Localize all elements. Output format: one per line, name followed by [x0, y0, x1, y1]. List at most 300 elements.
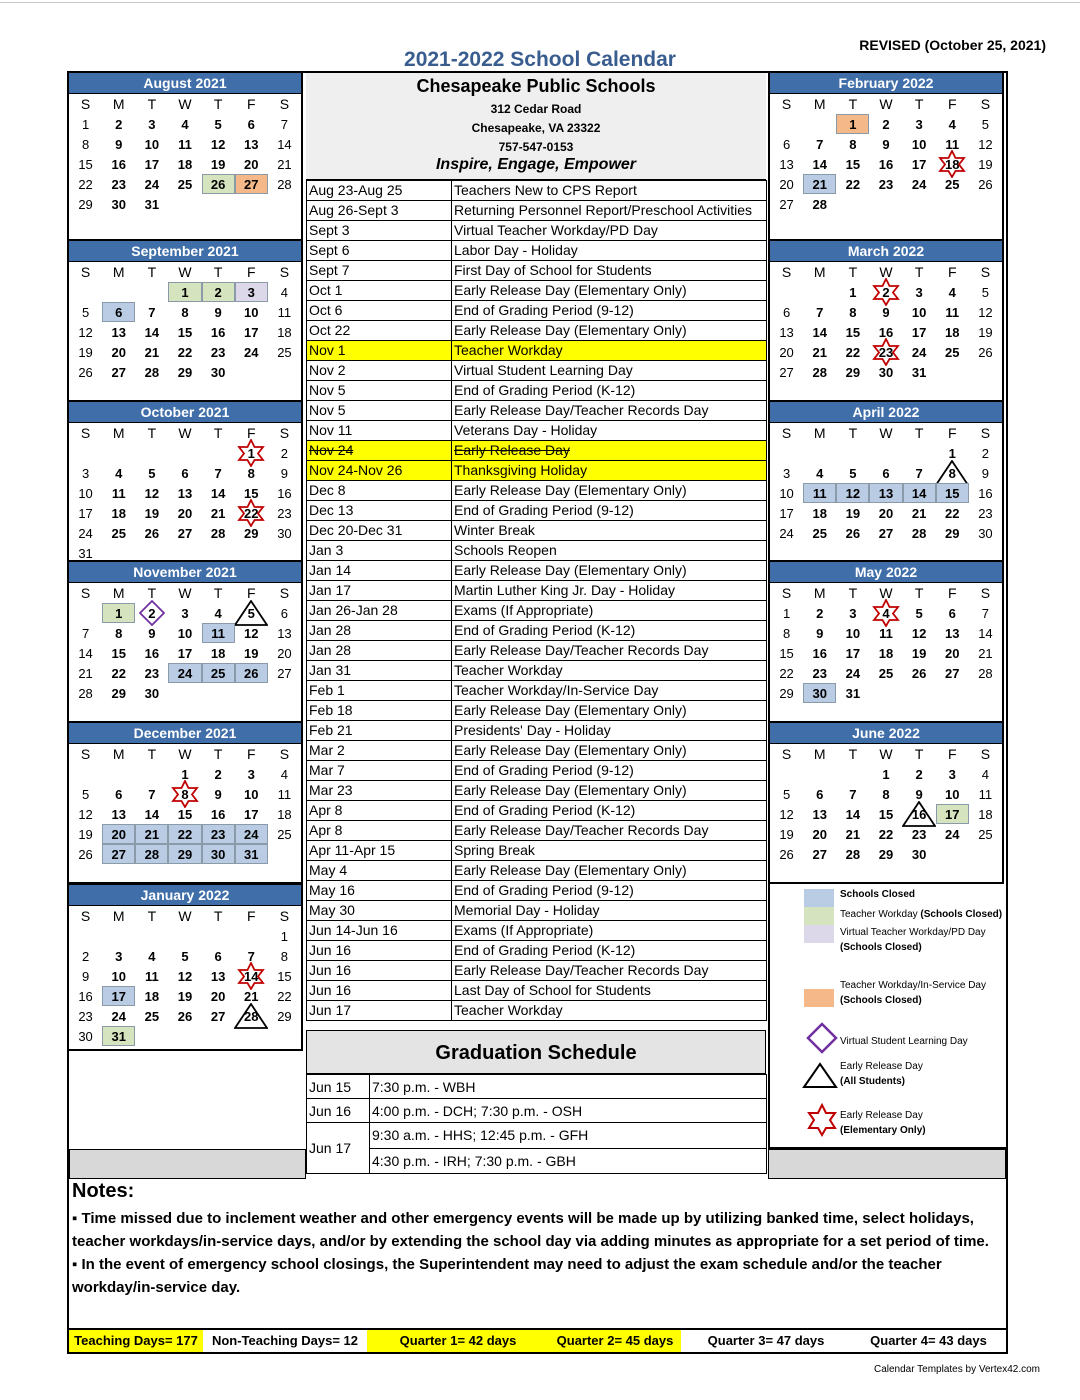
empty-cell	[202, 926, 235, 946]
day-number: 9	[981, 465, 990, 481]
day-number: 14	[78, 645, 93, 661]
day-cell	[803, 683, 836, 703]
graduation-row	[307, 1123, 767, 1149]
weekday-label: F	[246, 908, 256, 924]
school-address: 312 Cedar Road	[490, 102, 582, 116]
day-number: 12	[978, 136, 993, 152]
day-number: 18	[878, 645, 894, 661]
day-number: 23	[78, 1008, 93, 1024]
month-grid	[69, 262, 301, 382]
empty-cell	[102, 282, 135, 302]
quarter-2: Quarter 2= 45 days	[549, 1330, 681, 1352]
day-cell	[102, 1006, 135, 1026]
day-cell	[69, 824, 102, 844]
day-number: 1	[115, 605, 123, 621]
day-number: 28	[244, 1008, 259, 1024]
day-cell	[268, 154, 301, 174]
day-number: 26	[244, 665, 259, 681]
day-number: 13	[111, 806, 126, 822]
graduation-times: 7:30 p.m. - WBH	[370, 1075, 767, 1099]
day-number: 10	[78, 485, 93, 501]
month-january-2022	[67, 883, 303, 1051]
day-cell	[969, 154, 1002, 174]
weekday-label: W	[879, 425, 893, 441]
day-number: 17	[144, 156, 160, 172]
non-teaching-days: Non-Teaching Days= 12	[211, 1333, 359, 1348]
event-description: Schools Reopen	[452, 541, 767, 561]
day-cell	[202, 784, 235, 804]
day-number: 2	[882, 116, 890, 132]
event-description: Spring Break	[452, 841, 767, 861]
day-cell	[102, 844, 135, 864]
day-cell	[168, 603, 201, 623]
event-row	[307, 981, 767, 1001]
week-row	[69, 134, 301, 154]
day-number: 19	[78, 826, 93, 842]
day-cell	[936, 342, 969, 362]
weekday-label: F	[947, 585, 957, 601]
month-grid	[69, 94, 301, 214]
right-grey-bar	[768, 1149, 1006, 1179]
day-cell	[135, 683, 168, 703]
weekday-label: S	[980, 425, 991, 441]
day-number: 24	[244, 344, 259, 360]
day-cell	[803, 623, 836, 643]
day-number: 28	[812, 196, 827, 212]
day-number: 9	[915, 786, 923, 802]
event-description: Early Release Day (Elementary Only)	[452, 321, 767, 341]
day-number: 15	[111, 645, 126, 661]
event-row	[307, 321, 767, 341]
day-cell	[168, 663, 201, 683]
day-cell	[235, 322, 268, 342]
day-cell	[102, 174, 135, 194]
triangle-icon	[802, 1061, 838, 1089]
day-cell	[102, 663, 135, 683]
month-november-2021	[67, 560, 303, 723]
day-number: 19	[177, 988, 193, 1004]
event-row	[307, 681, 767, 701]
week-row	[69, 623, 301, 643]
day-number: 1	[280, 928, 289, 944]
week-row	[69, 663, 301, 683]
empty-cell	[936, 844, 969, 864]
day-cell	[869, 362, 902, 382]
legend-early-release-elem-label: Early Release Day (Elementary Only)	[840, 1110, 926, 1136]
day-cell	[135, 663, 168, 683]
day-cell	[102, 134, 135, 154]
day-number: 31	[845, 685, 861, 701]
empty-cell	[235, 683, 268, 703]
day-number: 17	[177, 645, 193, 661]
month-title: March 2022	[770, 241, 1002, 262]
day-cell	[69, 966, 102, 986]
day-number: 12	[911, 625, 927, 641]
day-number: 17	[945, 806, 960, 822]
day-number: 19	[978, 324, 993, 340]
day-cell	[836, 174, 869, 194]
event-date: Feb 1	[307, 681, 452, 701]
day-cell	[969, 824, 1002, 844]
month-title: October 2021	[69, 402, 301, 423]
day-number: 25	[177, 176, 193, 192]
weekday-label: T	[147, 425, 157, 441]
day-cell	[803, 603, 836, 623]
day-number: 15	[878, 806, 894, 822]
day-cell	[969, 134, 1002, 154]
empty-cell	[803, 764, 836, 784]
weekday-label: M	[112, 264, 125, 280]
empty-cell	[168, 194, 201, 214]
day-cell	[102, 302, 135, 322]
day-cell	[836, 302, 869, 322]
empty-cell	[969, 683, 1002, 703]
left-grey-bar	[69, 1149, 306, 1179]
day-cell	[235, 986, 268, 1006]
event-date: Jun 16	[307, 961, 452, 981]
legend-closed-label: Schools Closed	[840, 889, 916, 900]
event-description: Memorial Day - Holiday	[452, 901, 767, 921]
week-row	[770, 623, 1002, 643]
day-number: 19	[978, 156, 993, 172]
day-number: 31	[244, 846, 259, 862]
day-number: 28	[78, 685, 93, 701]
events-panel	[306, 73, 766, 1021]
event-description: Labor Day - Holiday	[452, 241, 767, 261]
day-cell	[836, 523, 869, 543]
day-cell	[936, 643, 969, 663]
day-cell	[936, 503, 969, 523]
graduation-row	[307, 1099, 767, 1123]
event-description: Teacher Workday	[452, 341, 767, 361]
day-cell	[135, 966, 168, 986]
event-description: Last Day of School for Students	[452, 981, 767, 1001]
day-cell	[268, 804, 301, 824]
event-description: Thanksgiving Holiday	[452, 461, 767, 481]
day-cell	[69, 946, 102, 966]
day-cell	[268, 503, 301, 523]
day-cell	[168, 764, 201, 784]
day-number: 28	[978, 665, 993, 681]
event-date: Nov 1	[307, 341, 452, 361]
event-row	[307, 1001, 767, 1021]
day-cell	[268, 174, 301, 194]
empty-cell	[168, 683, 201, 703]
day-number: 26	[845, 525, 861, 541]
day-number: 25	[277, 826, 292, 842]
day-cell	[869, 784, 902, 804]
day-cell	[102, 154, 135, 174]
day-cell	[268, 926, 301, 946]
day-number: 17	[244, 806, 259, 822]
weekday-label: T	[147, 908, 157, 924]
day-cell	[102, 342, 135, 362]
day-number: 29	[277, 1008, 292, 1024]
day-number: 15	[945, 485, 960, 501]
event-description: Early Release Day	[452, 441, 767, 461]
day-cell	[135, 134, 168, 154]
day-number: 17	[111, 988, 126, 1004]
week-row	[770, 174, 1002, 194]
day-number: 14	[812, 156, 827, 172]
empty-cell	[869, 194, 902, 214]
day-cell	[135, 463, 168, 483]
empty-cell	[235, 362, 268, 382]
month-june-2022	[768, 721, 1004, 884]
day-number: 5	[247, 605, 255, 621]
weekday-label: M	[813, 746, 826, 762]
day-cell	[168, 322, 201, 342]
week-row	[69, 603, 301, 623]
week-row	[69, 966, 301, 986]
day-number: 23	[277, 505, 292, 521]
event-description: Presidents' Day - Holiday	[452, 721, 767, 741]
day-cell	[770, 174, 803, 194]
day-number: 4	[280, 284, 289, 300]
day-cell	[936, 764, 969, 784]
quarter-4: Quarter 4= 43 days	[870, 1333, 987, 1348]
day-number: 24	[845, 665, 861, 681]
day-number: 18	[111, 505, 126, 521]
day-cell	[69, 154, 102, 174]
weekday-label: S	[781, 96, 792, 112]
day-number: 14	[911, 485, 927, 501]
event-date: May 30	[307, 901, 452, 921]
weekday-label: S	[80, 96, 91, 112]
day-cell	[903, 603, 936, 623]
day-number: 15	[845, 324, 861, 340]
day-cell	[202, 282, 235, 302]
empty-cell	[235, 926, 268, 946]
school-motto: Inspire, Engage, Empower	[435, 156, 637, 173]
event-date: Apr 8	[307, 821, 452, 841]
day-number: 2	[981, 445, 990, 461]
day-cell	[235, 114, 268, 134]
weekday-label: T	[848, 425, 858, 441]
empty-cell	[268, 194, 301, 214]
day-cell	[235, 804, 268, 824]
empty-cell	[202, 683, 235, 703]
month-title: February 2022	[770, 73, 1002, 94]
day-number: 17	[78, 505, 93, 521]
event-description: Teacher Workday	[452, 661, 767, 681]
event-row	[307, 961, 767, 981]
event-row	[307, 341, 767, 361]
day-number: 29	[878, 846, 894, 862]
day-number: 12	[845, 485, 861, 501]
star-icon	[806, 1103, 838, 1137]
week-row	[770, 443, 1002, 463]
event-date: Jan 17	[307, 581, 452, 601]
day-cell	[268, 463, 301, 483]
day-cell	[869, 764, 902, 784]
event-description: Early Release Day/Teacher Records Day	[452, 821, 767, 841]
day-cell	[903, 503, 936, 523]
weekday-label: T	[213, 425, 223, 441]
day-number: 18	[210, 645, 226, 661]
day-cell	[135, 986, 168, 1006]
week-row	[770, 844, 1002, 864]
day-cell	[869, 114, 902, 134]
day-cell	[235, 134, 268, 154]
day-number: 20	[210, 988, 226, 1004]
event-date: Jan 26-Jan 28	[307, 601, 452, 621]
event-date: Mar 2	[307, 741, 452, 761]
day-number: 30	[78, 1028, 93, 1044]
day-cell	[202, 154, 235, 174]
day-number: 5	[214, 116, 222, 132]
day-number: 15	[845, 156, 861, 172]
event-date: Nov 11	[307, 421, 452, 441]
weekday-label: S	[980, 585, 991, 601]
day-cell	[69, 1006, 102, 1026]
day-cell	[235, 443, 268, 463]
day-number: 21	[911, 505, 927, 521]
day-cell	[969, 174, 1002, 194]
day-cell	[869, 623, 902, 643]
day-number: 23	[210, 344, 226, 360]
day-number: 26	[210, 176, 226, 192]
day-cell	[135, 503, 168, 523]
event-date: Aug 26-Sept 3	[307, 201, 452, 221]
day-cell	[135, 362, 168, 382]
day-number: 5	[981, 284, 990, 300]
weekday-label: T	[848, 264, 858, 280]
day-number: 19	[911, 645, 927, 661]
day-cell	[168, 946, 201, 966]
event-row	[307, 261, 767, 281]
day-cell	[969, 663, 1002, 683]
day-cell	[936, 463, 969, 483]
day-cell	[168, 824, 201, 844]
empty-cell	[936, 194, 969, 214]
event-date: Dec 8	[307, 481, 452, 501]
day-number: 16	[144, 645, 160, 661]
month-title: January 2022	[69, 885, 301, 906]
day-number: 8	[181, 304, 189, 320]
day-cell	[69, 643, 102, 663]
day-number: 31	[144, 196, 160, 212]
empty-cell	[135, 1026, 168, 1046]
day-cell	[202, 302, 235, 322]
day-cell	[268, 302, 301, 322]
day-number: 14	[978, 625, 993, 641]
day-number: 3	[81, 465, 90, 481]
day-number: 4	[816, 465, 824, 481]
day-number: 14	[144, 806, 160, 822]
day-cell	[836, 603, 869, 623]
event-description: Exams (If Appropriate)	[452, 921, 767, 941]
day-cell	[770, 603, 803, 623]
day-number: 7	[816, 136, 824, 152]
day-cell	[202, 503, 235, 523]
empty-cell	[869, 683, 902, 703]
legend-closed-swatch	[804, 889, 834, 907]
day-cell	[969, 282, 1002, 302]
day-number: 10	[845, 625, 861, 641]
day-cell	[69, 663, 102, 683]
event-date: Feb 18	[307, 701, 452, 721]
weekday-label: F	[947, 96, 957, 112]
day-cell	[235, 154, 268, 174]
day-cell	[803, 362, 836, 382]
day-number: 22	[177, 826, 193, 842]
day-cell	[836, 362, 869, 382]
day-cell	[770, 643, 803, 663]
day-number: 12	[177, 968, 193, 984]
weekday-label: T	[147, 746, 157, 762]
day-cell	[803, 844, 836, 864]
day-cell	[168, 804, 201, 824]
event-date: Apr 11-Apr 15	[307, 841, 452, 861]
weekday-row	[770, 744, 1002, 764]
day-number: 15	[177, 324, 193, 340]
month-grid	[69, 744, 301, 864]
day-number: 10	[244, 786, 259, 802]
day-cell	[803, 174, 836, 194]
day-number: 26	[978, 176, 993, 192]
day-cell	[135, 623, 168, 643]
day-number: 29	[845, 364, 861, 380]
event-row	[307, 881, 767, 901]
day-cell	[102, 603, 135, 623]
day-cell	[69, 804, 102, 824]
month-march-2022	[768, 239, 1004, 402]
day-number: 22	[878, 826, 894, 842]
week-row	[770, 194, 1002, 214]
day-number: 16	[78, 988, 93, 1004]
day-number: 8	[115, 625, 123, 641]
day-number: 7	[148, 786, 156, 802]
day-number: 2	[81, 948, 90, 964]
day-cell	[770, 523, 803, 543]
event-description: End of Grading Period (K-12)	[452, 941, 767, 961]
day-cell	[102, 1026, 135, 1046]
weekday-label: M	[813, 425, 826, 441]
day-cell	[836, 463, 869, 483]
week-row	[69, 114, 301, 134]
month-february-2022	[768, 71, 1004, 241]
day-cell	[102, 824, 135, 844]
day-number: 4	[214, 605, 222, 621]
day-number: 7	[280, 116, 289, 132]
day-cell	[770, 804, 803, 824]
day-number: 25	[945, 344, 960, 360]
day-cell	[168, 1006, 201, 1026]
empty-cell	[836, 764, 869, 784]
week-row	[770, 322, 1002, 342]
day-cell	[836, 282, 869, 302]
day-number: 21	[144, 344, 160, 360]
day-number: 15	[244, 485, 259, 501]
day-cell	[969, 322, 1002, 342]
day-number: 1	[782, 605, 791, 621]
school-name: Chesapeake Public Schools	[416, 76, 656, 96]
event-date: Jun 16	[307, 981, 452, 1001]
day-number: 21	[812, 344, 827, 360]
day-cell	[836, 844, 869, 864]
event-row	[307, 521, 767, 541]
empty-cell	[102, 764, 135, 784]
event-description: End of Grading Period (9-12)	[452, 301, 767, 321]
event-description: End of Grading Period (9-12)	[452, 761, 767, 781]
day-cell	[836, 683, 869, 703]
legend-teacher-workday-label: Teacher Workday (Schools Closed)	[840, 909, 1003, 920]
day-number: 19	[210, 156, 226, 172]
day-cell	[168, 643, 201, 663]
weekday-row	[69, 744, 301, 764]
event-row	[307, 901, 767, 921]
